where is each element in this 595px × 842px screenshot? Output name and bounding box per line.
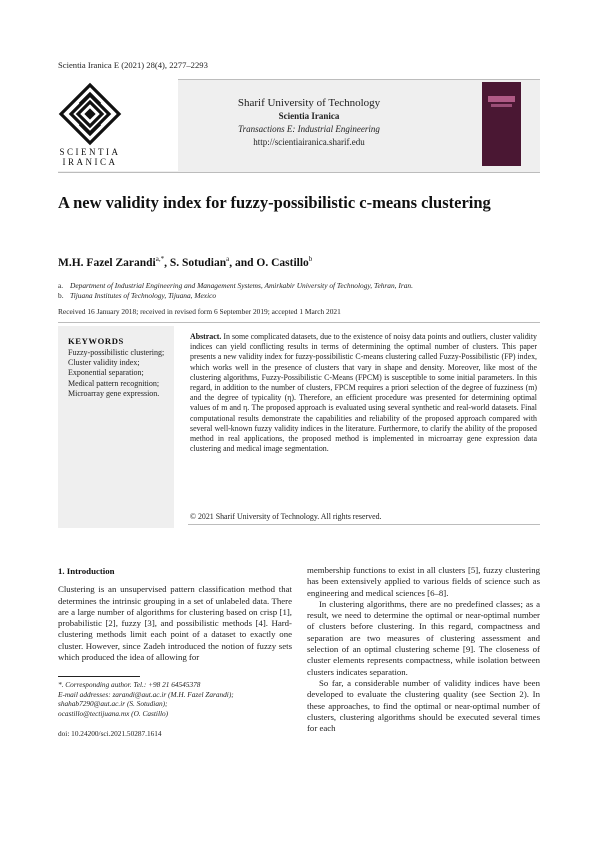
copyright-notice: © 2021 Sharif University of Technology. All rights reserved. — [190, 512, 382, 521]
logo-word-iranica: IRANICA — [62, 157, 118, 167]
author-separator: , and — [229, 256, 257, 269]
logo-word-scientia: SCIENTIA — [59, 147, 121, 157]
paper-title: A new validity index for fuzzy-possibilistic c-means clustering — [58, 193, 491, 212]
body-paragraph: In clustering algorithms, there are no predefined classes; as a result, we need to determine the optimal or near-optimal number of clusters before clustering. In this regard, compactness and separation are two measures of clustering assessment and selection of an optimal clustering scheme [9]. The closeness of cluster elements represents compactness, while isolation between clusters indicates separation. — [307, 598, 540, 677]
divider — [188, 524, 540, 525]
author-list — [58, 255, 312, 269]
author-affiliation-mark: b — [308, 255, 313, 263]
author-name: O. Castillo — [256, 256, 309, 269]
abstract-label: Abstract. — [190, 332, 222, 341]
footnote-line: shahab7290@aut.ac.ir (S. Sotudian); — [58, 699, 168, 709]
affiliation-b — [58, 291, 216, 300]
university-name: Sharif University of Technology — [237, 97, 381, 109]
section-heading: 1. Introduction — [58, 566, 115, 576]
journal-url[interactable]: http://scientiairanica.sharif.edu — [253, 137, 365, 147]
corresponding-author-footnote — [58, 680, 292, 718]
footnote-line: E-mail addresses: zarandi@aut.ac.ir (M.H. Fazel Zarandi); — [58, 689, 234, 699]
affiliation-a — [58, 281, 413, 290]
scientia-iranica-logo-icon — [58, 82, 122, 146]
journal-name: Scientia Iranica — [278, 111, 340, 121]
keywords-list — [68, 348, 172, 399]
footnote-divider — [58, 676, 140, 677]
footnote-line: ocastillo@tectijuana.mx (O. Castillo) — [58, 708, 169, 718]
affiliation-text: Tijuana Institutes of Technology, Tijuana, Mexico — [70, 291, 217, 300]
abstract — [190, 332, 537, 454]
journal-cover-thumbnail — [482, 82, 521, 166]
affiliation-label: a. — [58, 281, 64, 290]
cover-title-band — [488, 96, 515, 102]
cover-subtitle-band — [491, 104, 512, 107]
author-name: S. Sotudian — [169, 256, 227, 269]
keywords-heading: KEYWORDS — [68, 336, 124, 346]
journal-citation: Scientia Iranica E (2021) 28(4), 2277–2293 — [58, 60, 208, 70]
author-affiliation-mark: a,* — [155, 255, 165, 263]
keyword-item: Exponential separation; — [68, 368, 144, 378]
body-column-right — [307, 565, 540, 734]
author-name: M.H. Fazel Zarandi — [58, 256, 156, 269]
abstract-text: In some complicated datasets, due to the existence of noisy data points and outliers, cluster validity indices can yield conflicting results in terms of determining the optimal number of clusters. This paper presents a new validity index for fuzzy-possibilistic C-means clustering called Fuzzy-Possibilistic (FP) index, which works well in the presence of clusters that vary in shape and density. Moreover, like most of the clustering algorithms, Fuzzy-Possibilistic C-Means (FPCM) is susceptible to some initial parameters. In this regard, in addition to the number of clusters, FPCM requires a priori selection of the degree of fuzziness (m) and the degree of typicality (η). Therefore, an efficient procedure was presented for determining optimal values of m and η. The proposed approach is evaluated using several synthetic and real-world datasets. Final computational results demonstrate the capabilities and reliability of the proposed approach compared with several well-known fuzzy validity indices in the literature. Furthermore, to clarify the ability of the proposed method in real applications, the proposed method is implemented in microarray gene expression data clustering and medical image segmentation. — [190, 332, 537, 454]
keyword-item: Medical pattern recognition; — [68, 378, 160, 388]
body-paragraph: So far, a considerable number of validity indices have been developed to evaluate the clustering quality (see Section 2). In these approaches, to find the optimal or near-optimal number of clusters, clustering algorithms should be executed several times for each — [307, 677, 540, 734]
affiliation-label: b. — [58, 291, 64, 300]
divider — [58, 322, 540, 323]
author-separator: , — [164, 256, 170, 269]
received-dates: Received 16 January 2018; received in revised form 6 September 2019; accepted 1 March 2021 — [58, 307, 341, 316]
publisher-block — [178, 96, 440, 149]
body-paragraph: membership functions to exist in all clusters [5], fuzzy clustering has been extensively applied to various fields of science such as engineering and medical sciences [6–8]. — [307, 565, 540, 598]
author-affiliation-mark: a — [226, 255, 230, 263]
body-paragraph: Clustering is an unsupervised pattern classification method that determines the intrinsic grouping in a set of unlabeled data. There are a large number of algorithms for clustering based on crisp [1], probabilistic [2], fuzzy [3], and possibilistic methods [4]. Hard-clustering methods limit each point of a dataset to exactly one cluster. However, since Zadeh introduced the notion of fuzzy sets which produced the idea of allowing for — [58, 584, 292, 663]
footnote-line: *. Corresponding author. Tel.: +98 21 64545378 — [58, 680, 201, 689]
body-column-left — [58, 566, 292, 663]
journal-transactions: Transactions E: Industrial Engineering — [238, 124, 380, 134]
doi[interactable]: doi: 10.24200/sci.2021.50287.1614 — [58, 729, 162, 738]
keyword-item: Fuzzy-possibilistic clustering; — [68, 348, 165, 357]
keyword-item: Microarray gene expression. — [68, 388, 160, 398]
keyword-item: Cluster validity index; — [68, 358, 140, 368]
affiliation-text: Department of Industrial Engineering and Management Systems, Amirkabir University of Technology, Tehran, Iran. — [70, 281, 413, 290]
